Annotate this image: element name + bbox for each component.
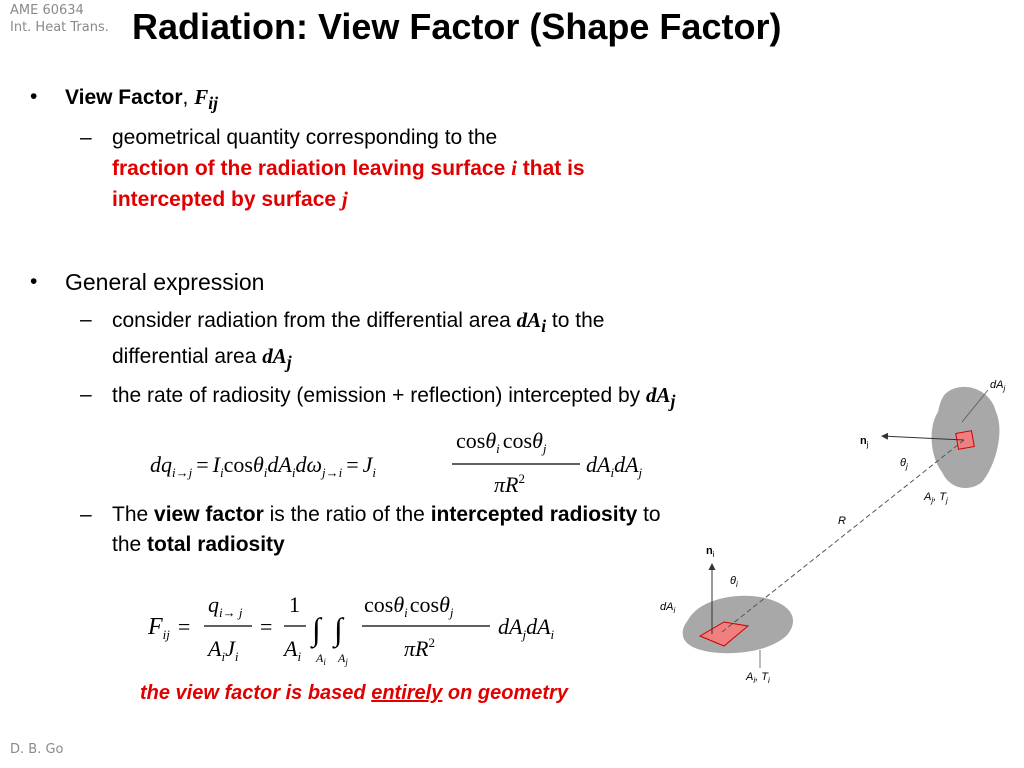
label-AiTi: $A_i$, $T_i$	[746, 671, 770, 685]
view-factor-diagram	[660, 372, 1024, 692]
rate-dAj-sub: j	[670, 390, 676, 411]
label-dAj: $dA_j$	[990, 379, 1006, 393]
eq1-tail: $dA_idA_j$	[586, 452, 643, 480]
eq2-tail: $dA_jdA_i$	[498, 614, 555, 642]
eq1-numerator: cosθ$_i$ cosθ$_j$	[456, 428, 547, 456]
label-ni: $n_i$	[706, 545, 715, 559]
view-factor-comma: ,	[182, 86, 189, 109]
geometry-note-pre: the view factor is based	[140, 682, 372, 704]
consider-dAj	[262, 344, 292, 373]
sub-bullet-view-factor-ratio	[20, 500, 680, 560]
ratio-bold-1: view factor	[154, 502, 264, 526]
sub-bullet-rate	[20, 380, 680, 416]
ratio-bold-3: total radiosity	[147, 532, 285, 556]
sub-bullet-geometrical	[20, 122, 680, 215]
fraction-j: j	[341, 187, 348, 212]
eq2-one: 1	[289, 592, 300, 617]
fraction-text-2: that is intercepted by surface	[112, 157, 585, 212]
eq2-AJ: $A_iJ_i$	[208, 636, 239, 664]
view-factor-sub: ij	[208, 93, 218, 114]
label-R: R	[838, 515, 846, 527]
fraction-i: i	[511, 156, 517, 181]
bullet-dot: •	[30, 270, 38, 294]
view-factor-label: View Factor	[65, 86, 183, 109]
eq2-q: $q_{i\to j}$	[208, 592, 243, 620]
consider-text-1: consider radiation from the differential area	[112, 309, 517, 333]
course-label	[10, 2, 109, 36]
eq2-int-sub-2: $A_j$	[338, 651, 348, 667]
slide-title: Radiation: View Factor (Shape Factor)	[132, 6, 782, 47]
general-expression-label: General expression	[65, 269, 265, 296]
geometry-note	[140, 682, 568, 705]
bullet-dash: –	[80, 382, 92, 406]
fraction-text-1: fraction of the radiation leaving surface	[112, 157, 512, 181]
consider-dAj-main: dA	[262, 344, 287, 369]
eq1-dq: $dq_{i\to j} = I_i\cos\theta_idA_id\omega_{j\to i} = J_i$	[150, 452, 377, 480]
equation-dq	[150, 428, 660, 500]
consider-dAi-sub: i	[541, 316, 547, 337]
eq2-Ai: $A_i$	[284, 636, 302, 664]
label-nj: $n_j$	[860, 435, 869, 449]
ratio-bold-2: intercepted radiosity	[430, 502, 638, 526]
eq2-integral-1: ∫	[312, 611, 321, 647]
eq2-int-sub-1: $A_i$	[316, 651, 326, 667]
ratio-text-3: to the	[112, 502, 661, 556]
label-dAi: $dA_i$	[660, 601, 676, 615]
bullet-dash: –	[80, 126, 92, 150]
view-factor-symbol	[194, 85, 218, 114]
consider-text-2: to the differential area	[112, 309, 605, 369]
consider-dAi	[516, 308, 547, 337]
consider-dAi-main: dA	[516, 308, 542, 333]
rate-text: the rate of radiosity (emission + reflection) intercepted by	[112, 383, 647, 407]
bullet-dash: –	[80, 502, 92, 526]
ratio-text-1: The	[112, 502, 155, 526]
label-AjTj: $A_j$, $T_j$	[924, 491, 948, 505]
consider-dAj-sub: j	[286, 352, 292, 373]
view-factor-F: F	[194, 85, 209, 109]
eq2-integral-2: ∫	[334, 611, 343, 647]
bullet-dash: –	[80, 308, 92, 332]
eq2-eq-2: =	[260, 614, 273, 639]
course-name: Int. Heat Trans.	[10, 20, 109, 35]
rate-dAj-main: dA	[646, 382, 671, 407]
bullet-general-expression	[20, 267, 680, 299]
eq1-denominator: $\pi R^2$	[494, 471, 525, 497]
bullet-dot: •	[30, 85, 38, 108]
author-footer: D. B. Go	[10, 742, 64, 757]
equation-view-factor	[148, 590, 588, 668]
geometry-note-post: on geometry	[442, 682, 568, 704]
ratio-text-2: is the ratio of the	[263, 502, 431, 526]
line-R	[722, 440, 964, 632]
eq2-F: $F_{ij}$ =	[148, 614, 191, 642]
geometrical-text: geometrical quantity corresponding to the	[112, 126, 498, 150]
course-code: AME 60634	[10, 3, 84, 18]
eq2-denominator: $\pi R^2$	[404, 635, 435, 661]
eq2-numerator: cosθ$_i$cosθ$_j$	[364, 592, 454, 620]
label-theta-i: $\theta_i$	[730, 575, 738, 589]
sub-bullet-consider	[20, 305, 680, 377]
bullet-view-factor	[20, 82, 680, 118]
geometry-note-underlined: entirely	[371, 682, 443, 704]
label-theta-j: $\theta_j$	[900, 457, 908, 471]
